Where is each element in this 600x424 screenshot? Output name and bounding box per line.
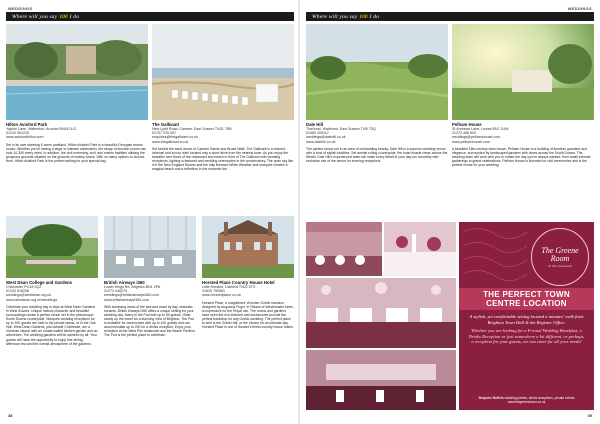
photo-british-airways-i360 [104,216,196,278]
photo-pelham-house [452,24,594,120]
venue-web[interactable]: www.horstedplace.co.uk [202,293,241,298]
venue-address: Little Horsted, Uckfield TN22 5TS [202,285,256,289]
ad-footer-text: wedding parties, drinks receptions, private events [504,396,575,400]
venue-phone: 01243 551215 [6,131,29,136]
section-number: 100 [359,13,368,20]
ad-paragraph-2: Whether you are looking for a Formal Wedding Breakfast, a Drinks Reception or just somewhere a bit different, or perhaps, a reception for your guests, we can cater for all your needs! [468,328,585,345]
photo-table-setting [384,222,456,276]
ad-paragraph-1: A stylish, yet comfortable setting located a minutes' walk from Brighton Town Hall & the Register Office. [469,314,584,325]
ad-headline-band [459,288,594,310]
venue-name: British Airways i360 [104,280,145,285]
greene-room-logo [531,228,589,286]
page-number: 38 [8,413,13,418]
venue-web[interactable]: www.dalehill.co.uk [306,139,336,144]
greene-room-advert[interactable] [459,222,594,410]
venue-web[interactable]: www.britishairwaysi360.com [104,297,149,302]
venue-description: Celebrate your wedding day in style at West Dean Gardens in West Sussex. Unique historic character and beautiful surroundings create a perfect venue set in the picturesque South Downs countryside. Marquee wedding receptions for up to 200 guests are held in the private lawns, or in the Oak Hall. West Dean Gardens, just outside Chichester, are a Victorian classic with an ornate walled kitchen garden and an arboretum. The wedding gardens will be admired by all. Your guests will have the opportunity to enjoy fine dining, afternoon tea and the overall atmosphere of the gardens. [6,304,98,346]
ad-footer-web[interactable]: www.thegreeneroom.co.uk [507,400,546,404]
ad-headline-line2: CENTRE LOCATION [486,299,567,308]
venue-description: Set behind the sand dunes of Camber Sands and Broad Walk, The Gallivant is a relaxed, informal and luxury hotel located only a short drive from the nearest town. As you enjoy the beautiful new floors of the restaurant and beach in front of The Gallivant with wedding receptions, lighting is featured and wedding ceremonies in the conservatory. The open sky like it in the New England Rooms and the fully licensed White Weather and marquee creates a magical beach and a reflection in the romantic fair [152,146,294,172]
venue-description: The perfect venue set in an area of outstanding beauty, Dale Hill is a superior wedding venue with a host of stylish facilities. Set amidst rolling countryside, the hotel boasts views across the Weald. Dale Hill's experienced team will make every detail of your day run smoothly with exclusive use of the venue for evening receptions. [306,146,448,164]
section-header [6,12,294,21]
venue-address: New Lydd Road, Camber, East Sussex TN31 7RB [152,127,232,131]
masthead: WEDDINGS [567,6,592,11]
ad-footer [465,396,588,404]
section-suffix: I do [69,13,80,20]
section-title: Where will you say [12,13,58,20]
ad-logo-subtitle: At The Gatehouse [547,263,573,268]
section-suffix: I do [369,13,380,20]
venue-web[interactable]: www.avisfordhilton.com [6,135,44,140]
venue-phone: 01243 818208 [6,289,29,294]
venue-name: Pelham House [452,122,482,127]
venue-email[interactable]: weddings@westdean.org.uk [6,293,52,298]
venue-the-gallivant [152,122,294,171]
venue-phone: 01273 488 600 [452,131,476,136]
venue-address: Yapton Lane, Walberton, Arundel BN18 0LS, [6,127,77,131]
venue-address: St Andrews Lane, Lewes BN7 1UW [452,127,509,131]
venue-horsted-place [202,280,294,329]
venue-web[interactable]: www.thegallivant.co.uk [152,139,189,144]
photo-dining-room [306,222,382,276]
venue-british-airways-i360 [104,280,196,338]
venue-web[interactable]: www.westdean.org.uk/weddings [6,297,58,302]
page-number: 39 [587,413,592,418]
venue-phone: 01825 750581 [202,289,225,294]
section-title: Where will you say [312,13,358,20]
venue-phone: 01797 225 057 [152,131,176,136]
ad-logo-title: The Greene Room [541,245,579,263]
ad-body [467,314,586,345]
venue-name: Hilton Avisford Park [6,122,47,127]
venue-phone: 01580 200112 [306,131,329,136]
photo-dale-hill [306,24,448,120]
ad-headline-line1: THE PERFECT TOWN [483,290,570,299]
venue-name: The Gallivant [152,122,179,127]
ad-footer-label: Bespoke Buffets [478,396,504,400]
venue-phone: 01273 448275 [104,289,127,294]
section-header [306,12,594,21]
photo-hilton-avisford [6,24,148,120]
section-number: 100 [59,13,68,20]
venue-address: Lower Kings Rd, Brighton BN1 2PA [104,285,161,289]
venue-email[interactable]: weddings@pelhamhouse.com [452,135,501,140]
venue-name: West Dean College and Gardens [6,280,73,285]
venue-address: Ticehurst, Wadhurst, East Sussex TN5 7DQ [306,127,376,131]
photo-reception-hall [306,278,456,348]
venue-name: Dale Hill [306,122,323,127]
photo-bar-area [306,350,456,410]
venue-address: Chichester PO18 0QZ [6,285,42,289]
venue-dale-hill [306,122,448,163]
venue-pelham-house [452,122,594,167]
venue-description: With sweeping views of the sea and coast by day, dramatic sunsets, British Airways i360 offers a unique setting for your wedding day. Marry in the Pod with up to 60 guests. Glide slowly up the tower for a stunning view of Brighton. The Pod is available for ceremonies with up to 100 guests and can accommodate up to 200 for a drinks reception. Enjoy your reception at the West Pier restaurant and the Beach Pavilion. The Pod is the perfect place to celebrate. [104,304,196,338]
photo-west-dean [6,216,98,278]
right-page [300,0,600,424]
venue-description: A beautiful 16th-century town house, Pelham House is a building of timeless grandeur and elegance, surrounded by landscaped gardens with views across the South Downs. The wedding team will work with you to create the day you've always wanted, from small intimate gatherings to grand celebrations. Pelham House is licensed for civil ceremonies and is the perfect venue for your wedding. [452,146,591,168]
venue-email[interactable]: weddings@britishairwaysi360.com [104,293,160,298]
venue-description: Horsted Place, a magnificent Victorian Gothic mansion designed by Augustus Pugin, in Palace of Westminster fame, is impressive for the Royal use. The rooms and gardens have seen the rich textured and accessories provide the perfect backdrop for any Gothic wedding. The perfect place to wed is the Great Hall, or the Library for an intimate day. Horsted Place is one of Sussex's finest country house hotels. [202,300,294,330]
venue-hilton-avisford [6,122,148,163]
venue-name: Horsted Place Country House Hotel [202,280,275,285]
venue-email[interactable]: enquiries@thegallivant.co.uk [152,135,199,140]
masthead: WEDDINGS [8,6,33,11]
venue-west-dean [6,280,98,346]
photo-the-gallivant [152,24,294,120]
venue-web[interactable]: www.pelhamhouse.com [452,139,490,144]
venue-email[interactable]: weddings@dalehill.co.uk [306,135,346,140]
photo-horsted-place [202,216,294,278]
venue-description: Set in its own stunning 6 acres parkland, Hilton Avisford Park is a beautiful Georgian manor house. Whether you're having a large or intimate celebration, the range of function rooms can hold 10-300 every need. In addition, the civil ceremony, civil, and events facilities utilising the gorgeous grounds situated on the grounds of nearby towns. With so many options to choose from, Hilton Avisford Park is the perfect setting for your special day. [6,142,147,163]
